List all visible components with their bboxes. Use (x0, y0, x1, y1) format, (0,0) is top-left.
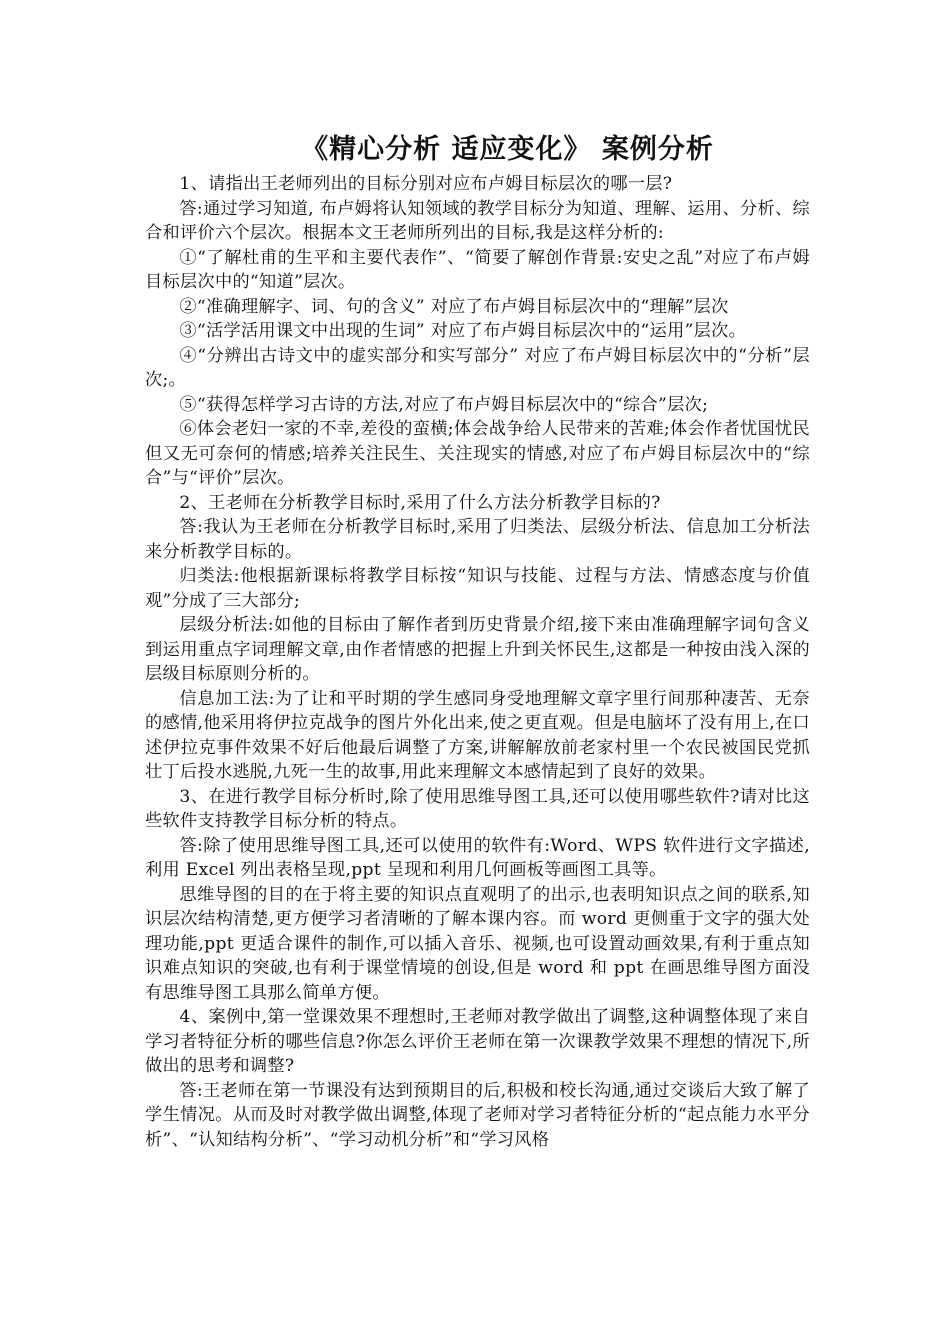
answer-2-intro: 答:我认为王老师在分析教学目标时,采用了归类法、层级分析法、信息加工分析法来分析教学目标的。 (145, 517, 810, 562)
answer-1-item-5: ⑤“获得怎样学习古诗的方法,对应了布卢姆目标层次中的“综合”层次; (179, 394, 709, 415)
question-4: 4、案例中,第一堂课效果不理想时,王老师对教学做出了调整,这种调整体现了来自学习者特征分析的哪些信息?你怎么评价王老师在第一次课教学效果不理想的情况下,所做出的思考和调整? (145, 1007, 810, 1076)
document-page (145, 130, 810, 1152)
answer-1-item-1: ①“了解杜甫的生平和主要代表作”、“简要了解创作背景:安史之乱”对应了布卢姆目标层次中的“知道”层次。 (145, 247, 810, 292)
answer-1-intro: 答:通过学习知道, 布卢姆将认知领域的教学目标分为知道、理解、运用、分析、综合和评价六个层次。根据本文王老师所列出的目标,我是这样分析的: (145, 198, 810, 243)
answer-3-comparison: 思维导图的目的在于将主要的知识点直观明了的出示,也表明知识点之间的联系,知识层次结构清楚,更方便学习者清晰的了解本课内容。而 word 更侧重于文字的强大处理功能,ppt 更适合课件的制作,可以插入音乐、视频,也可设置动画效果,有利于重点知识难点知识的突破,也有利于课堂情境的创设,但是 word 和 ppt 在画思维导图方面没有思维导图工具那么简单方便。 (145, 884, 810, 1003)
question-2: 2、王老师在分析教学目标时,采用了什么方法分析教学目标的? (179, 492, 661, 513)
answer-3-intro: 答:除了使用思维导图工具,还可以使用的软件有:Word、WPS 软件进行文字描述,利用 Excel 列出表格呈现,ppt 呈现和利用几何画板等画图工具等。 (145, 835, 810, 880)
answer-1-item-2: ②“准确理解字、词、句的含义” 对应了布卢姆目标层次中的“理解”层次 (179, 296, 729, 317)
question-3: 3、在进行教学目标分析时,除了使用思维导图工具,还可以使用哪些软件?请对比这些软件支持教学目标分析的特点。 (145, 786, 810, 831)
answer-2-hierarchical: 层级分析法:如他的目标由了解作者到历史背景介绍,接下来由准确理解字词句含义到运用重点字词理解文章,由作者情感的把握上升到关怀民生,这都是一种按由浅入深的层级目标原则分析的。 (145, 615, 810, 684)
answer-4: 答:王老师在第一节课没有达到预期目的后,积极和校长沟通,通过交谈后大致了解了学生情况。从而及时对教学做出调整,体现了老师对学习者特征分析的“起点能力水平分析”、“认知结构分析”、“学习动机分析”和“学习风格 (145, 1080, 810, 1150)
answer-1-item-4: ④“分辨出古诗文中的虚实部分和实写部分” 对应了布卢姆目标层次中的“分析”层次;。 (145, 345, 810, 390)
document-title: 《精心分析 适应变化》 案例分析 (301, 134, 714, 165)
answer-1-item-3: ③“活学活用课文中出现的生词” 对应了布卢姆目标层次中的“运用”层次。 (179, 321, 747, 341)
question-1: 1、请指出王老师列出的目标分别对应布卢姆目标层次的哪一层? (179, 174, 673, 194)
answer-2-classification: 归类法:他根据新课标将教学目标按“知识与技能、过程与方法、情感态度与价值观”分成了三大部分; (145, 566, 810, 611)
answer-1-item-6: ⑥体会老妇一家的不幸,差役的蛮横;体会战争给人民带来的苦难;体会作者忧国忧民但又无可奈何的情感;培养关注民生、关注现实的情感,对应了布卢姆目标层次中的“综合”与“评价”层次。 (145, 419, 810, 488)
answer-2-information-processing: 信息加工法:为了让和平时期的学生感同身受地理解文章字里行间那种凄苦、无奈的感情,他采用将伊拉克战争的图片外化出来,使之更直观。但是电脑坏了没有用上,在口述伊拉克事件效果不好后他最后调整了方案,讲解解放前老家村里一个农民被国民党抓壮丁后投水逃脱,九死一生的故事,用此来理解文本感情起到了良好的效果。 (145, 688, 810, 782)
